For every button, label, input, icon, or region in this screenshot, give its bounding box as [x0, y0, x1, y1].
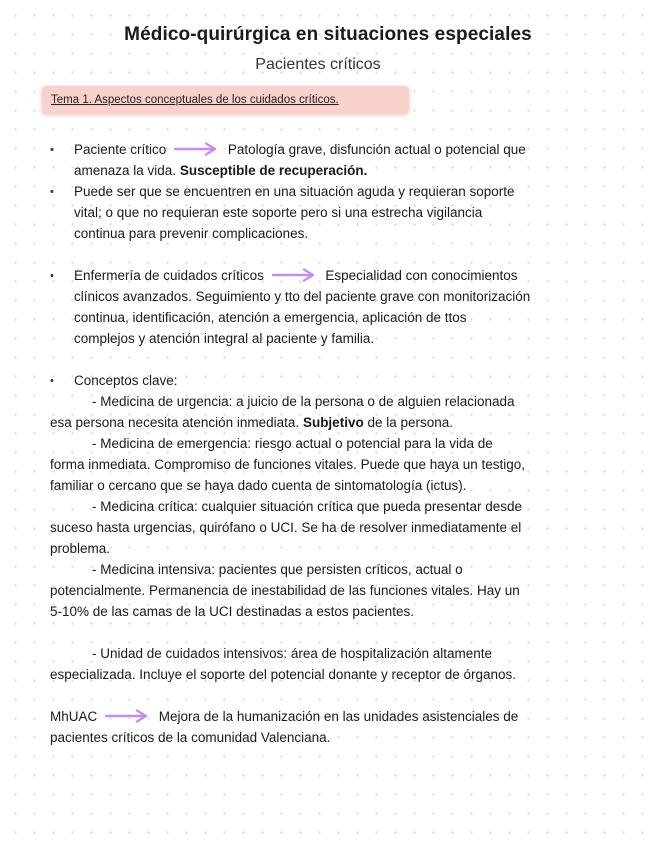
conceptos-heading: Conceptos clave:	[74, 373, 178, 388]
critica-line3: problema.	[50, 541, 111, 556]
mhuac-line1	[50, 707, 518, 727]
bullet-icon: •	[50, 186, 54, 198]
page-title: Médico-quirúrgica en situaciones especiales	[124, 24, 532, 45]
definition-text: Especialidad con conocimientos	[325, 268, 518, 283]
section1-line5: continua para prevenir complicaciones.	[74, 226, 309, 241]
uci-line1: - Unidad de cuidados intensivos: área de hospitalización altamente	[92, 646, 492, 661]
term-paciente-critico: Paciente crítico	[74, 142, 167, 157]
emergencia-line1: - Medicina de emergencia: riesgo actual o potencial para la vida de	[92, 436, 493, 451]
bold-emphasis: Susceptible de recuperación.	[179, 163, 368, 178]
critica-line1: - Medicina crítica: cualquier situación crítica que pueda presentar desde	[92, 499, 522, 514]
bullet-icon: •	[50, 270, 54, 282]
right-arrow-icon	[174, 142, 220, 156]
tema-highlight	[42, 86, 409, 114]
right-arrow-icon	[272, 268, 318, 282]
definition-text: amenaza la vida.	[74, 163, 177, 178]
intensiva-line1: - Medicina intensiva: pacientes que persisten críticos, actual o	[92, 562, 463, 577]
term-mhuac: MhUAC	[50, 709, 98, 724]
bullet-icon: •	[50, 144, 54, 156]
section1-line1	[74, 140, 526, 160]
section2-line4: complejos y atención integral al paciente y familia.	[74, 331, 375, 346]
tema-label: Tema 1. Aspectos conceptuales de los cuidados críticos.	[51, 94, 339, 106]
emergencia-line3: familiar o cercano que se haya dado cuenta de sintomatología (ictus).	[50, 478, 467, 493]
section1-line3: Puede ser que se encuentren en una situación aguda y requieran soporte	[74, 184, 515, 199]
definition-text: esa persona necesita atención inmediata.	[50, 415, 300, 430]
urgencia-line1: - Medicina de urgencia: a juicio de la persona o de alguien relacionada	[92, 394, 515, 409]
critica-line2: suceso hasta urgencias, quirófano o UCI. Se ha de resolver inmediatamente el	[50, 520, 522, 535]
intensiva-line2: potencialmente. Permanencia de inestabilidad de las funciones vitales. Hay un	[50, 583, 520, 598]
definition-text: Patología grave, disfunción actual o potencial que	[227, 142, 526, 157]
section1-line2	[74, 161, 367, 181]
mhuac-line2: pacientes críticos de la comunidad Valenciana.	[50, 730, 331, 745]
intensiva-line3: 5-10% de las camas de la UCI destinadas a estos pacientes.	[50, 604, 414, 619]
bold-emphasis: Subjetivo	[302, 415, 364, 430]
right-arrow-icon	[105, 709, 151, 723]
section1-line4: vital; o que no requieran este soporte pero si una estrecha vigilancia	[74, 205, 483, 220]
definition-text: de la persona.	[367, 415, 454, 430]
section2-line2: clínicos avanzados. Seguimiento y tto del paciente grave con monitorización	[74, 289, 531, 304]
urgencia-line2	[50, 413, 453, 433]
term-enfermeria: Enfermería de cuidados críticos	[74, 268, 264, 283]
emergencia-line2: forma inmediata. Compromiso de funciones vitales. Puede que haya un testigo,	[50, 457, 526, 472]
definition-text: Mejora de la humanización en las unidades asistenciales de	[158, 709, 519, 724]
bullet-icon: •	[50, 375, 54, 387]
uci-line2: especializada. Incluye el soporte del potencial donante y receptor de órganos.	[50, 667, 517, 682]
section2-line1	[74, 266, 518, 286]
section2-line3: continua, identificación, atención a emergencia, aplicación de ttos	[74, 310, 467, 325]
page-subtitle: Pacientes críticos	[255, 56, 381, 73]
